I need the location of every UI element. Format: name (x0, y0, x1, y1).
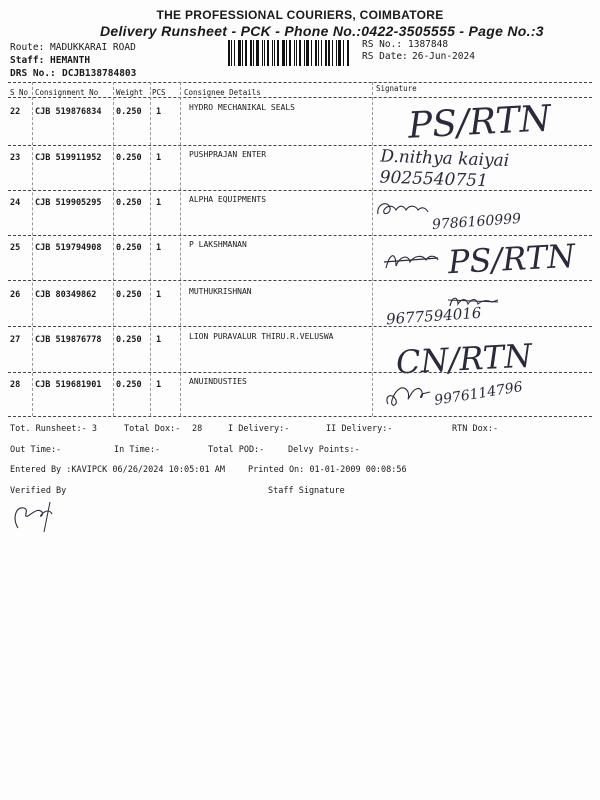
row-separator (8, 372, 592, 373)
row-separator (8, 280, 592, 281)
row-consignee: P LAKSHMANAN (189, 240, 247, 249)
tot-runsheet: Tot. Runsheet:- 3 (10, 424, 97, 434)
route-value: MADUKKARAI ROAD (50, 42, 136, 53)
total-dox-value: 28 (192, 424, 203, 434)
row-signature: PS/RTN (407, 98, 552, 147)
row-sno: 28 (10, 380, 21, 390)
row-weight: 0.250 (116, 243, 142, 253)
row-consignee: ALPHA EQUIPMENTS (189, 195, 267, 204)
row-weight: 0.250 (116, 153, 142, 163)
rtn-dox: RTN Dox:- (452, 424, 499, 434)
row-signature: 9976114796 (433, 379, 524, 409)
staff-label: Staff: (10, 55, 45, 66)
row-consignee: ANUINDUSTIES (189, 377, 247, 386)
row-pcs: 1 (156, 107, 162, 117)
row-signature: PS/RTN (447, 236, 577, 282)
rs-no-value: 1387848 (408, 39, 449, 50)
col-header-consignee: Consignee Details (184, 88, 261, 97)
row-consignment: CJB 519794908 (35, 243, 102, 253)
col-divider (150, 82, 151, 416)
row-signature: 9786160999 (431, 210, 522, 234)
row-sno: 23 (10, 153, 21, 163)
in-time: In Time:- (114, 445, 161, 455)
row-consignee: LION PURAVALUR THIRU.R.VELUSWA (189, 332, 334, 341)
row-consignment: CJB 519876778 (35, 335, 102, 345)
rs-no-label: RS No.: (362, 39, 403, 50)
col-divider (372, 82, 373, 416)
entered-by: Entered By :KAVIPCK 06/26/2024 10:05:01 AM (10, 465, 225, 475)
row-pcs: 1 (156, 335, 162, 345)
company-name: THE PROFESSIONAL COURIERS, COIMBATORE (156, 8, 444, 22)
col-header-weight: Weight (116, 88, 144, 97)
route-label: Route: (10, 42, 45, 53)
table-top-rule (8, 82, 592, 83)
row-consignment: CJB 519905295 (35, 198, 102, 208)
rs-date-label: RS Date: (362, 51, 408, 62)
table-header-rule (8, 97, 592, 98)
struck-out-scribble (382, 248, 440, 274)
row-signature: CN/RTN (395, 336, 534, 382)
row-consignee: PUSHPRAJAN ENTER (189, 150, 267, 159)
i-delivery: I Delivery:- (228, 424, 290, 434)
row-sno: 25 (10, 243, 21, 253)
rs-date-value: 26-Jun-2024 (412, 51, 475, 62)
col-header-signature: Signature (376, 84, 417, 93)
row-signature: D.nithya kaiyai 9025540751 (379, 146, 510, 192)
table-bottom-rule (8, 416, 592, 417)
row-weight: 0.250 (116, 198, 142, 208)
staff-signature-label: Staff Signature (268, 486, 345, 496)
row-weight: 0.250 (116, 380, 142, 390)
printed-on: Printed On: 01-01-2009 00:08:56 (248, 465, 407, 475)
row-sno: 26 (10, 290, 21, 300)
row-consignment: CJB 519876834 (35, 107, 102, 117)
row-sno: 27 (10, 335, 21, 345)
drs-value: DCJB138784803 (62, 68, 137, 79)
row-separator (8, 326, 592, 327)
row-separator (8, 145, 592, 146)
row-consignment: CJB 519681901 (35, 380, 102, 390)
handwritten-signature (372, 196, 432, 222)
row-pcs: 1 (156, 153, 162, 163)
row-pcs: 1 (156, 290, 162, 300)
col-header-consignment: Consignment No (35, 88, 99, 97)
row-weight: 0.250 (116, 107, 142, 117)
row-pcs: 1 (156, 380, 162, 390)
row-pcs: 1 (156, 243, 162, 253)
barcode (228, 40, 356, 66)
verifier-signature (10, 500, 58, 534)
verified-by-label: Verified By (10, 486, 67, 496)
total-pod: Total POD:- (208, 445, 265, 455)
row-weight: 0.250 (116, 335, 142, 345)
out-time: Out Time:- (10, 445, 62, 455)
row-pcs: 1 (156, 198, 162, 208)
runsheet-title: Delivery Runsheet - PCK - Phone No.:0422-3505555 - Page No.:3 (100, 23, 544, 39)
col-divider (32, 82, 33, 416)
row-separator (8, 190, 592, 191)
row-signature: 9677594016 (385, 303, 482, 329)
row-consignment: CJB 519911952 (35, 153, 102, 163)
row-consignee: MUTHUKRISHNAN (189, 287, 252, 296)
col-divider (113, 82, 114, 416)
row-consignment: CJB 80349862 (35, 290, 97, 300)
row-sno: 24 (10, 198, 21, 208)
row-separator (8, 235, 592, 236)
handwritten-signature (382, 378, 436, 414)
col-header-sno: S No (10, 88, 29, 97)
staff-value: HEMANTH (50, 55, 91, 66)
col-divider (180, 82, 181, 416)
row-sno: 22 (10, 107, 21, 117)
row-weight: 0.250 (116, 290, 142, 300)
delvy-points: Delvy Points:- (288, 445, 360, 455)
col-header-pcs: PCS (152, 88, 166, 97)
total-dox-label: Total Dox:- (124, 424, 181, 434)
ii-delivery: II Delivery:- (326, 424, 393, 434)
drs-label: DRS No.: (10, 68, 56, 79)
row-consignee: HYDRO MECHANIKAL SEALS (189, 103, 295, 112)
